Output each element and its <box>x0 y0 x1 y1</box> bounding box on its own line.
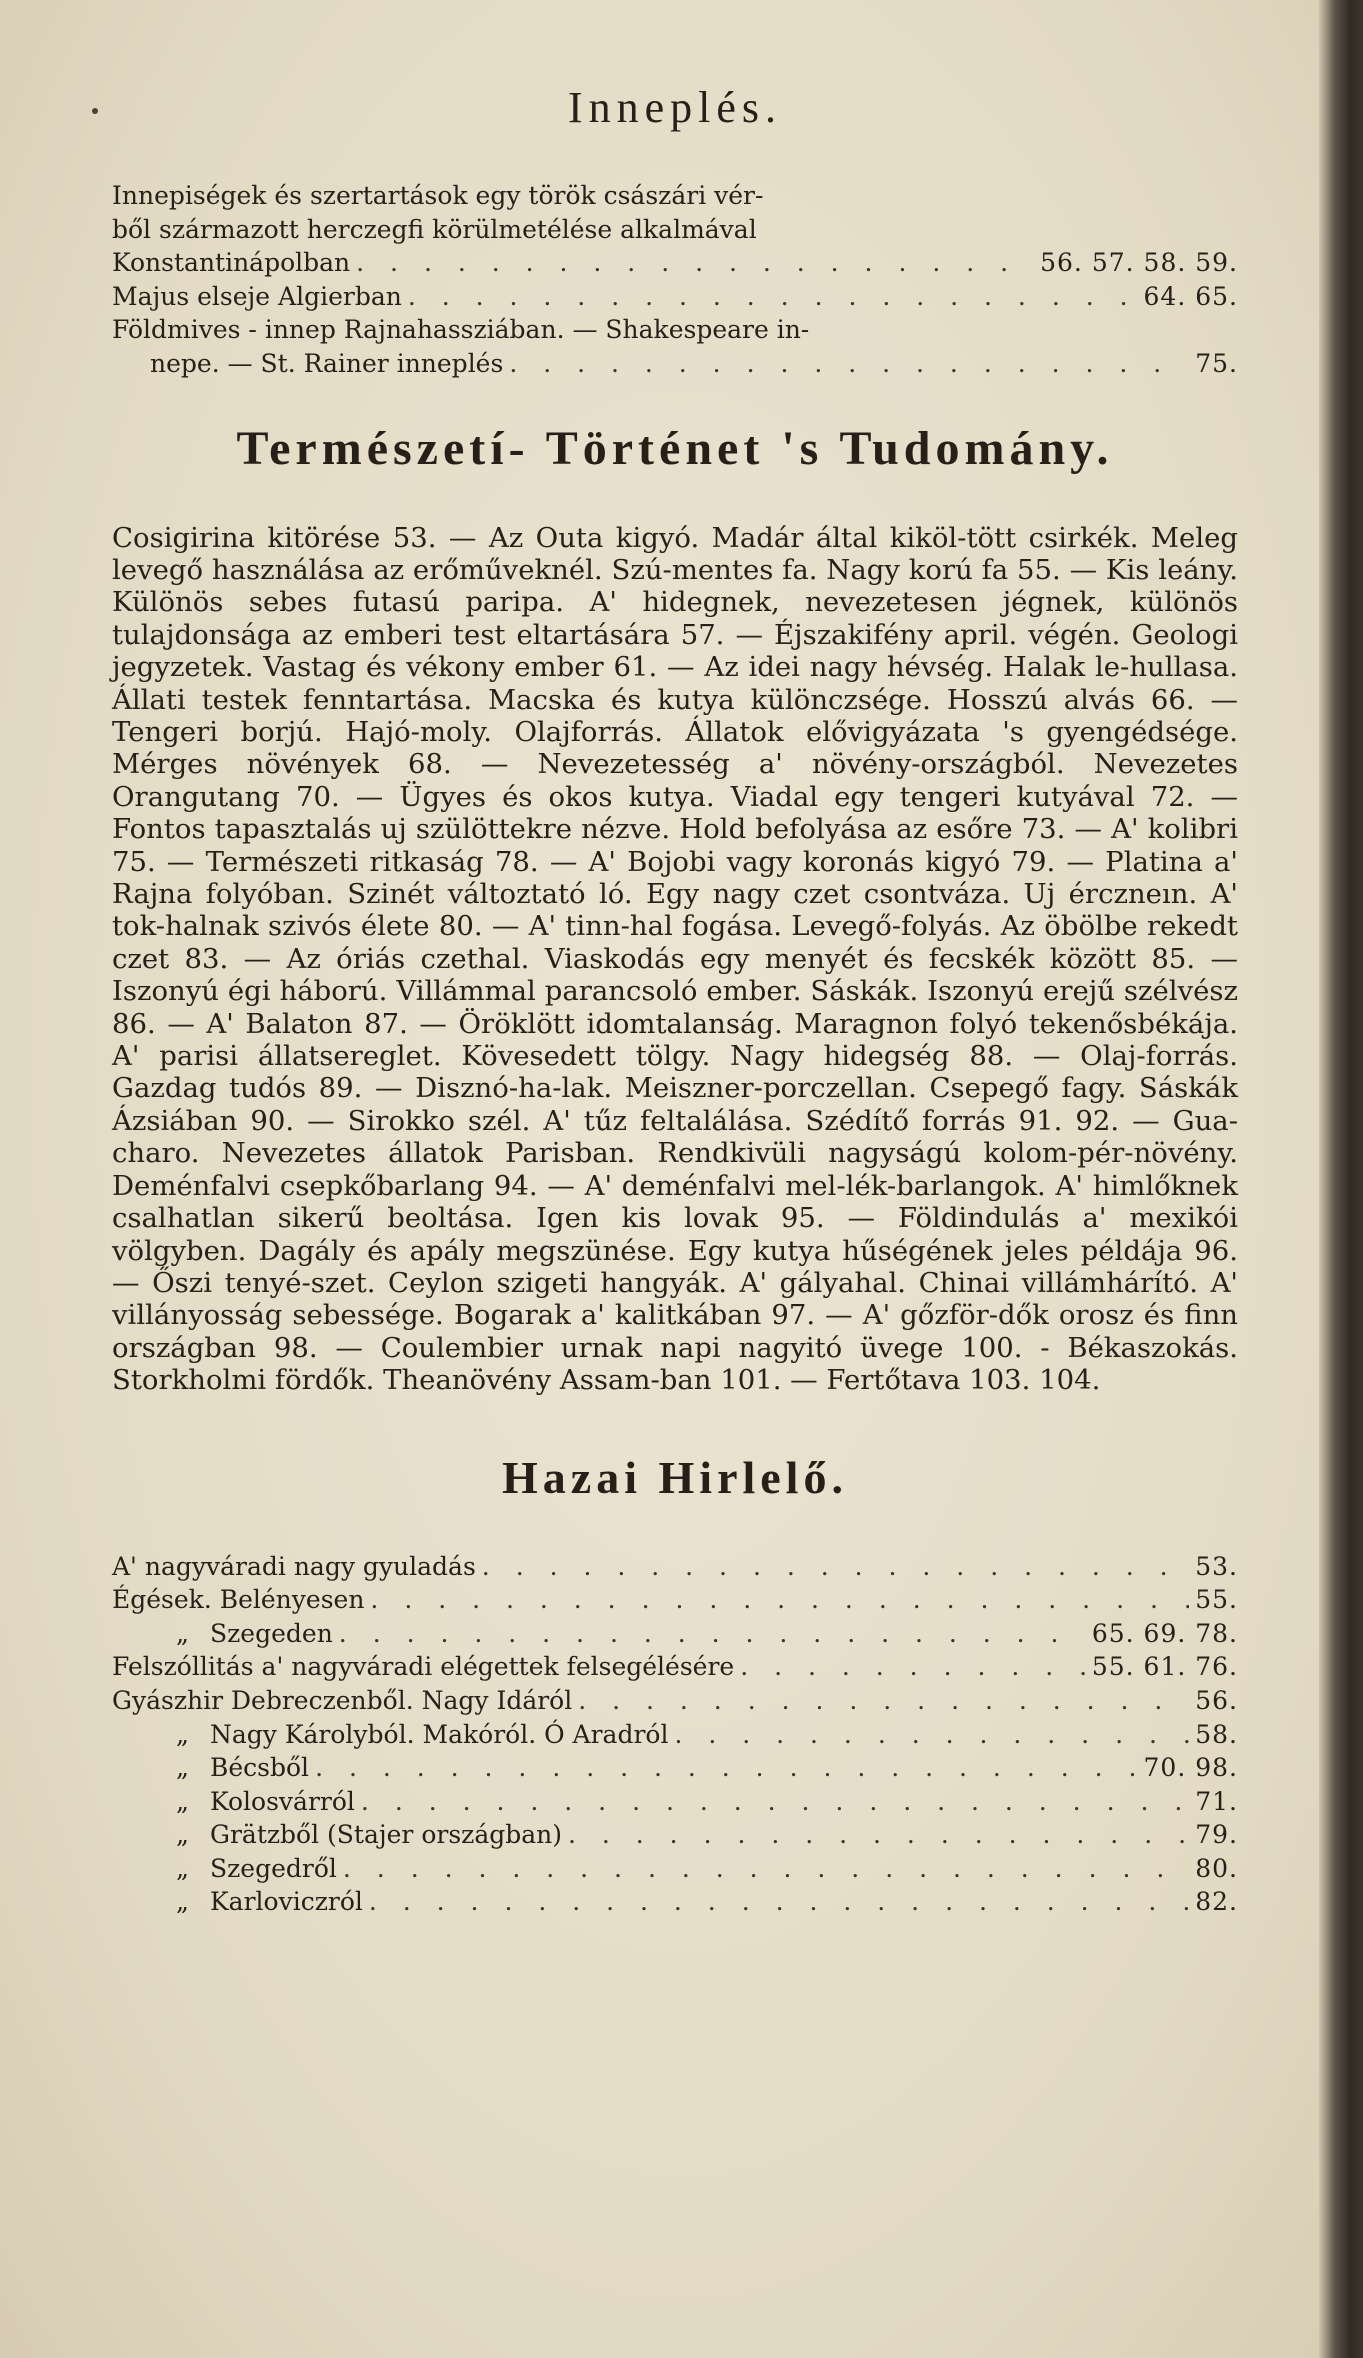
toc-pages: 58. <box>1195 1719 1238 1749</box>
toc-label-text: Bécsből <box>210 1753 310 1783</box>
toc-pages: 55. <box>1195 1585 1238 1615</box>
toc-label: Felszóllitás a' nagyváradi elégettek felsegélésére <box>112 1652 735 1682</box>
toc-row <box>112 1684 1238 1718</box>
ink-dot <box>92 108 98 114</box>
ditto-mark: „ <box>176 1786 189 1816</box>
toc-label <box>112 1751 309 1785</box>
ditto-mark: „ <box>176 1618 189 1648</box>
leader-dots <box>339 1617 1086 1651</box>
section-title-termeszet: Természetí- Történet 's Tudomány. <box>236 421 1114 475</box>
toc-row <box>112 1852 1238 1886</box>
toc-pages: 56. <box>1195 1685 1238 1715</box>
entry-text: ből származott herczegfi körülmetélése alkalmával <box>112 214 757 244</box>
ditto-mark: „ <box>176 1753 189 1783</box>
toc-row <box>112 1617 1238 1651</box>
leader-dots <box>482 1550 1189 1584</box>
toc-row <box>112 1650 1238 1684</box>
toc-label-text: Szegeden <box>210 1618 333 1648</box>
leader-dots <box>408 280 1138 314</box>
toc-pages: 56. 57. 58. 59. <box>1040 248 1238 278</box>
leader-dots <box>356 246 1034 280</box>
section-title-inneples: Inneplés. <box>567 83 783 132</box>
leader-dots <box>370 1583 1189 1617</box>
section-title-hazai-hirlelo: Hazai Hirlelő. <box>502 1451 848 1503</box>
toc-row <box>112 1785 1238 1819</box>
section-hazai-entries <box>112 1550 1238 1920</box>
leader-dots <box>369 1885 1189 1919</box>
toc-label-text: Grätzből (Stajer országban) <box>210 1820 562 1850</box>
toc-row <box>112 280 1238 314</box>
toc-row <box>112 347 1238 381</box>
toc-row <box>112 1550 1238 1584</box>
toc-label: Konstantinápolban <box>112 248 351 278</box>
toc-pages: 75. <box>1195 348 1238 378</box>
toc-pages: 55. 61. 76. <box>1091 1652 1238 1682</box>
toc-pages: 65. 69. 78. <box>1091 1618 1238 1648</box>
toc-label: nepe. — St. Rainer inneplés <box>150 348 504 378</box>
toc-pages: 53. <box>1195 1551 1238 1581</box>
toc-label-text: Kolosvárról <box>210 1786 355 1816</box>
toc-row <box>112 1583 1238 1617</box>
entry-text: Földmives - innep Rajnahassziában. — Shakespeare in- <box>112 315 810 345</box>
toc-label: Égések. Belényesen <box>112 1585 365 1615</box>
ditto-mark: „ <box>176 1820 189 1850</box>
section-termeszet-paragraph: Cosigirina kitörése 53. — Az Outa kigyó. Madár által kiköl-tött csirkék. Meleg levegő használása az erőműveknél. Szú-mentes fa. Nagy korú fa 55. — Kis leány. Különös sebes futasú paripa. A' hidegnek, nevezetesen jégnek, különös tulajdonsága az emberi test eltartására 57. — Éjszakifény april. végén. Geologi jegyzetek. Vastag és vékony ember 61. — Az idei nagy hévség. Halak le-hullasa. Állati testek fenntartása. Macska és kutya különczsége. Hosszú alvás 66. — Tengeri borjú. Hajó-moly. Olajforrás. Állatok elővigyázata 's gyengédsége. Mérges növények 68. — Nevezetesség a' növény-országból. Nevezetes Orangutang 70. — Ügyes és okos kutya. Viadal egy tengeri kutyával 72. — Fontos tapasztalás uj szülöttekre nézve. Hold befolyása az esőre 73. — A' kolibri 75. — Természeti ritkaság 78. — A' Bojobi vagy koronás kigyó 79. — Platina a' Rajna folyóban. Szinét változtató ló. Egy nagy czet csontváza. Uj érczneın. A' tok-halnak szivós élete 80. — A' tinn-hal fogása. Levegő-folyás. Az öbölbe rekedt czet 83. — Az óriás czethal. Viaskodás egy menyét és fecskék között 85. — Iszonyú égi háború. Villámmal parancsoló ember. Sáskák. Iszonyú erejű szélvész 86. — A' Balaton 87. — Öröklött idomtalanság. Maragnon folyó tekenősbékája. A' parisi állatsereglet. Kövesedett tölgy. Nagy hidegség 88. — Olaj-forrás. Gazdag tudós 89. — Disznó-ha-lak. Meiszner-porczellan. Csepegő fagy. Sáskák Ázsiában 90. — Sirokko szél. A' tűz feltalálása. Szédítő forrás 91. 92. — Gua-charo. Nevezetes állatok Parisban. Rendkivüli nagyságú kolom-pér-növény. Deménfalvi csepkőbarlang 94. — A' deménfalvi mel-lék-barlangok. A' himlőknek csalhatlan sikerű beoltása. Igen kis lovak 95. — Földindulás a' mexikói völgyben. Dagály és apály megszünése. Egy kutya hűségének jeles példája 96. — Őszi tenyé-szet. Ceylon szigeti hangyák. A' gályahal. Chinai villámhárító. A' villányosság sebessége. Bogarak a' kalitkában 97. — A' gőzför-dők orosz és finn országban 98. — Coulembier urnak napi nagyitó üvege 100. - Békaszokás. Storkholmi fördők. Theanövény Assam-ban 101. — Fertőtava 103. 104. <box>112 521 1238 1397</box>
toc-pages: 71. <box>1195 1786 1238 1816</box>
toc-pages: 64. 65. <box>1143 281 1238 311</box>
page-content <box>112 82 1238 1919</box>
leader-dots <box>343 1852 1189 1886</box>
toc-label <box>112 1885 363 1919</box>
book-spine-shadow <box>1319 0 1363 2358</box>
toc-label: A' nagyváradi nagy gyuladás <box>112 1551 476 1581</box>
ditto-mark: „ <box>176 1853 189 1883</box>
toc-row <box>112 1751 1238 1785</box>
leader-dots <box>315 1751 1137 1785</box>
leader-dots <box>361 1785 1189 1819</box>
toc-label-text: Karloviczról <box>210 1887 363 1917</box>
toc-pages: 80. <box>1195 1853 1238 1883</box>
leader-dots <box>674 1718 1189 1752</box>
leader-dots <box>568 1818 1189 1852</box>
toc-label <box>112 1718 668 1752</box>
section-inneples-entries <box>112 179 1238 381</box>
toc-label <box>112 1852 337 1886</box>
toc-row <box>112 1885 1238 1919</box>
toc-label-text: Nagy Károlyból. Makóról. Ó Aradról <box>210 1719 669 1749</box>
leader-dots <box>740 1650 1086 1684</box>
ditto-mark: „ <box>176 1719 189 1749</box>
toc-row <box>112 1718 1238 1752</box>
toc-label <box>112 1785 355 1819</box>
toc-row <box>112 246 1238 280</box>
leader-dots <box>578 1684 1189 1718</box>
toc-label: Majus elseje Algierban <box>112 281 402 311</box>
toc-label-text: Szegedről <box>210 1853 337 1883</box>
toc-pages: 70. 98. <box>1143 1753 1238 1783</box>
toc-label <box>112 1818 562 1852</box>
ditto-mark: „ <box>176 1887 189 1917</box>
entry-text: Innepiségek és szertartások egy török császári vér- <box>112 181 764 210</box>
toc-row <box>112 1818 1238 1852</box>
toc-pages: 82. <box>1195 1887 1238 1917</box>
leader-dots <box>509 347 1189 381</box>
toc-pages: 79. <box>1195 1820 1238 1850</box>
toc-label <box>112 1617 333 1651</box>
toc-label: Gyászhir Debreczenből. Nagy Idáról <box>112 1685 573 1715</box>
